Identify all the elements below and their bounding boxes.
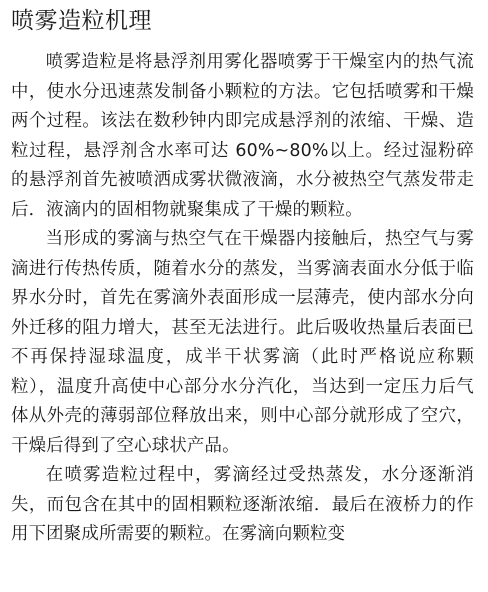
paragraph-3: 在喷雾造粒过程中，雾滴经过受热蒸发，水分逐渐消失，而包含在其中的固相颗粒逐渐浓缩．最后在液桥力的作用下团聚成所需要的颗粒。在雾滴向颗粒变: [11, 465, 474, 544]
page-title: 喷雾造粒机理: [11, 8, 152, 34]
paragraph-1: 喷雾造粒是将悬浮剂用雾化器喷雾于干燥室内的热气流中，使水分迅速蒸发制备小颗粒的方法。它包括喷雾和干燥两个过程。该法在数秒钟内即完成悬浮剂的浓缩、干燥、造粒过程，悬浮剂含水率可达 60%~80%以上。经过湿粉碎的悬浮剂首先被喷洒成雾状微液滴，水分被热空气蒸发带走后．液滴内的固相物就聚集成了干燥的颗粒。: [11, 52, 474, 220]
paragraph-2: 当形成的雾滴与热空气在干燥器内接触后，热空气与雾滴进行传热传质，随着水分的蒸发，当雾滴表面水分低于临界水分时，首先在雾滴外表面形成一层薄壳，使内部水分向外迁移的阻力增大，甚至无法进行。此后吸收热量后表面已不再保持湿球温度，成半干状雾滴（此时严格说应称颗粒），温度升高使中心部分水分汽化，当达到一定压力后气体从外壳的薄弱部位释放出来，则中心部分就形成了空穴，干燥后得到了空心球状产品。: [11, 229, 474, 456]
